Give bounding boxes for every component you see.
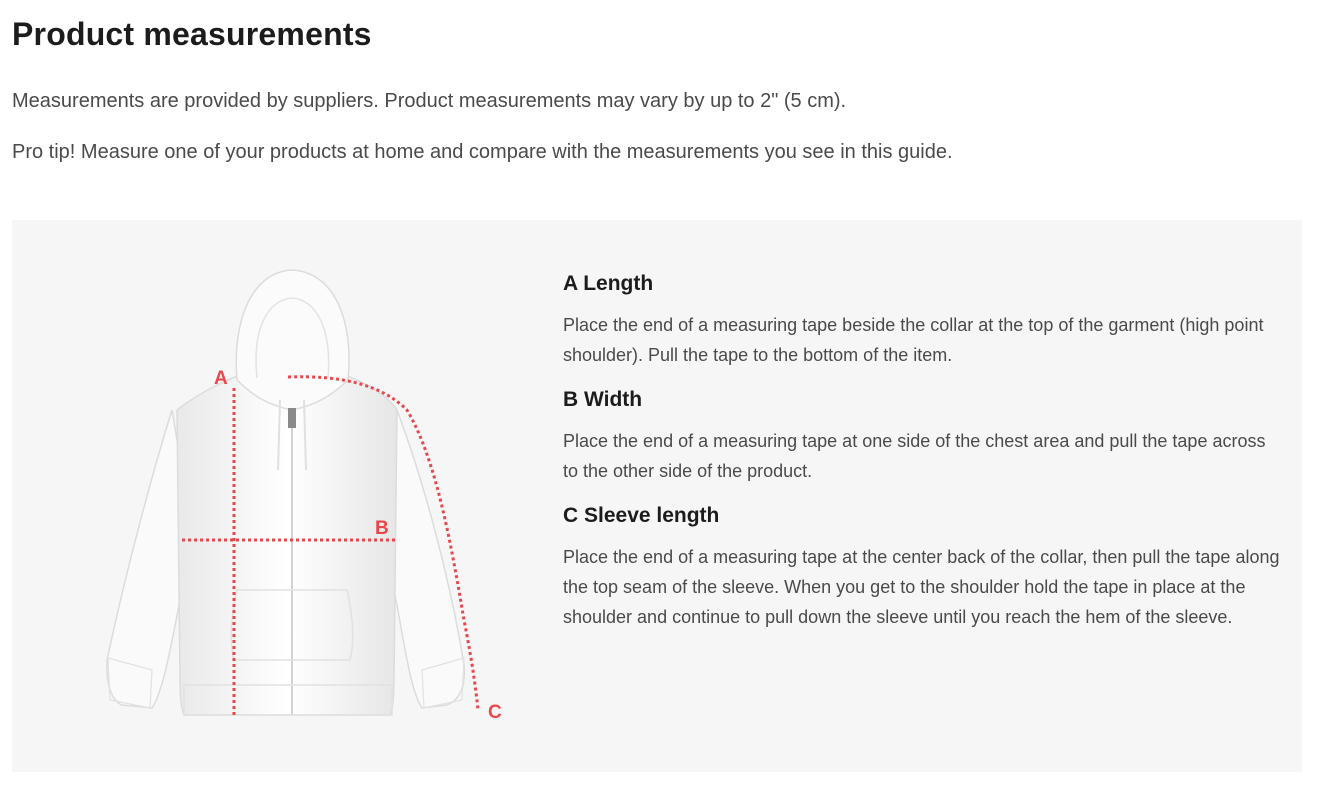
intro-text-pro-tip: Pro tip! Measure one of your products at home and compare with the measurements you see in this guide. bbox=[12, 141, 953, 163]
length-description: Place the end of a measuring tape beside the collar at the top of the garment (high point shoulder). Pull the tape to the bottom of the item. bbox=[563, 315, 1264, 365]
hoodie-body bbox=[177, 370, 397, 715]
measurement-guide-panel bbox=[12, 220, 1302, 772]
length-heading: A Length bbox=[563, 272, 654, 295]
marker-c: C bbox=[488, 702, 502, 723]
width-heading: B Width bbox=[563, 388, 643, 411]
measurement-instructions bbox=[563, 272, 1283, 650]
zipper-pull bbox=[288, 408, 296, 428]
hoodie-illustration bbox=[92, 260, 532, 740]
page-title: Product measurements bbox=[12, 16, 372, 52]
marker-b: B bbox=[375, 518, 389, 539]
intro-text-suppliers: Measurements are provided by suppliers. Product measurements may vary by up to 2" (5 cm). bbox=[12, 90, 847, 112]
marker-a: A bbox=[214, 368, 228, 389]
hood bbox=[236, 270, 349, 410]
width-description: Place the end of a measuring tape at one side of the chest area and pull the tape across to the other side of the product. bbox=[563, 431, 1266, 481]
sleeve-length-heading: C Sleeve length bbox=[563, 504, 720, 527]
sleeve-length-description: Place the end of a measuring tape at the center back of the collar, then pull the tape along the top seam of the sleeve. When you get to the shoulder hold the tape in place at the shoulder and continue to pull down the sleeve until you reach the hem of the sleeve. bbox=[563, 547, 1280, 627]
hoodie-measurement-diagram bbox=[92, 260, 532, 740]
